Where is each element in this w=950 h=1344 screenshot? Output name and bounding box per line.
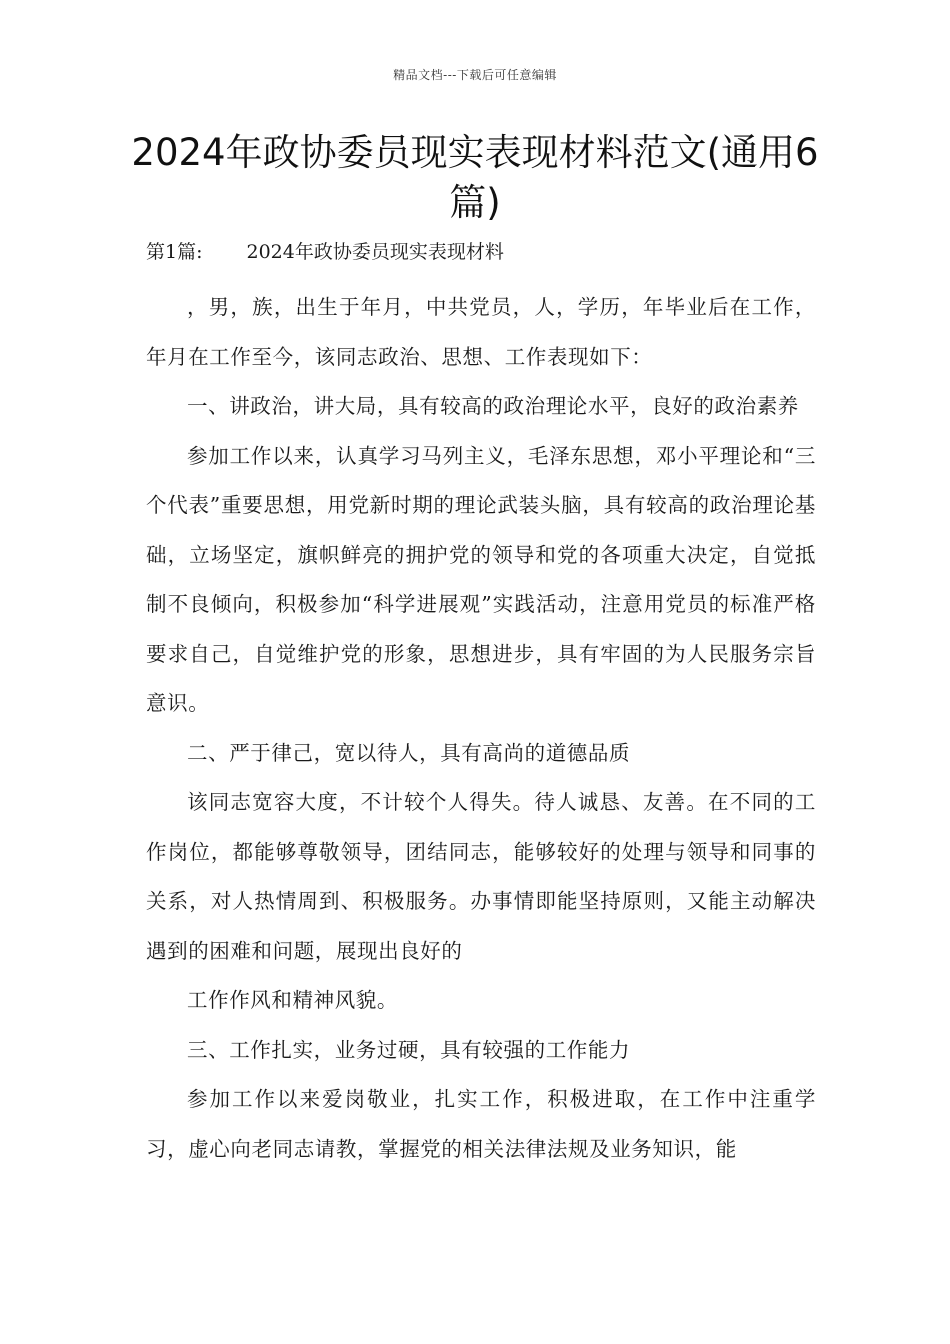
chapter-name: 2024年政协委员现实表现材料 (246, 241, 504, 263)
chapter-heading (146, 238, 504, 266)
paragraph: 该同志宽容大度，不计较个人得失。待人诚恳、友善。在不同的工作岗位，都能够尊敬领导，团结同志，能够较好的处理与领导和同事的关系，对人热情周到、积极服务。办事情即能坚持原则，又能主动解决遇到的困难和问题，展现出良好的 (146, 790, 816, 963)
document-title: 2024年政协委员现实表现材料范文(通用6篇) (131, 131, 819, 224)
section-heading-2: 二、严于律己，宽以待人，具有高尚的道德品质 (187, 740, 631, 765)
paragraph: 参加工作以来，认真学习马列主义，毛泽东思想，邓小平理论和“三个代表”重要思想，用党新时期的理论武装头脑，具有较高的政治理论基础，立场坚定，旗帜鲜亮的拥护党的领导和党的各项重大决定，自觉抵制不良倾向，积极参加“科学进展观”实践活动，注意用党员的标准严格要求自己，自觉维护党的形象，思想进步，具有牢固的为人民服务宗旨意识。 (146, 443, 816, 715)
section-heading-3: 三、工作扎实，业务过硬，具有较强的工作能力 (187, 1037, 631, 1062)
chapter-label: 第1篇: (146, 241, 203, 263)
document-body (146, 283, 816, 1174)
paragraph-intro: ，男，族，出生于年月，中共党员，人，学历，年毕业后在工作，年月在工作至今，该同志政治、思想、工作表现如下： (146, 295, 816, 369)
paragraph: 工作作风和精神风貌。 (187, 988, 398, 1012)
section-heading-1: 一、讲政治，讲大局，具有较高的政治理论水平，良好的政治素养 (187, 394, 799, 418)
paragraph: 参加工作以来爱岗敬业，扎实工作，积极进取，在工作中注重学习，虚心向老同志请教，掌握党的相关法律法规及业务知识，能 (146, 1087, 816, 1161)
header-note: 精品文档---下载后可任意编辑 (393, 68, 557, 82)
